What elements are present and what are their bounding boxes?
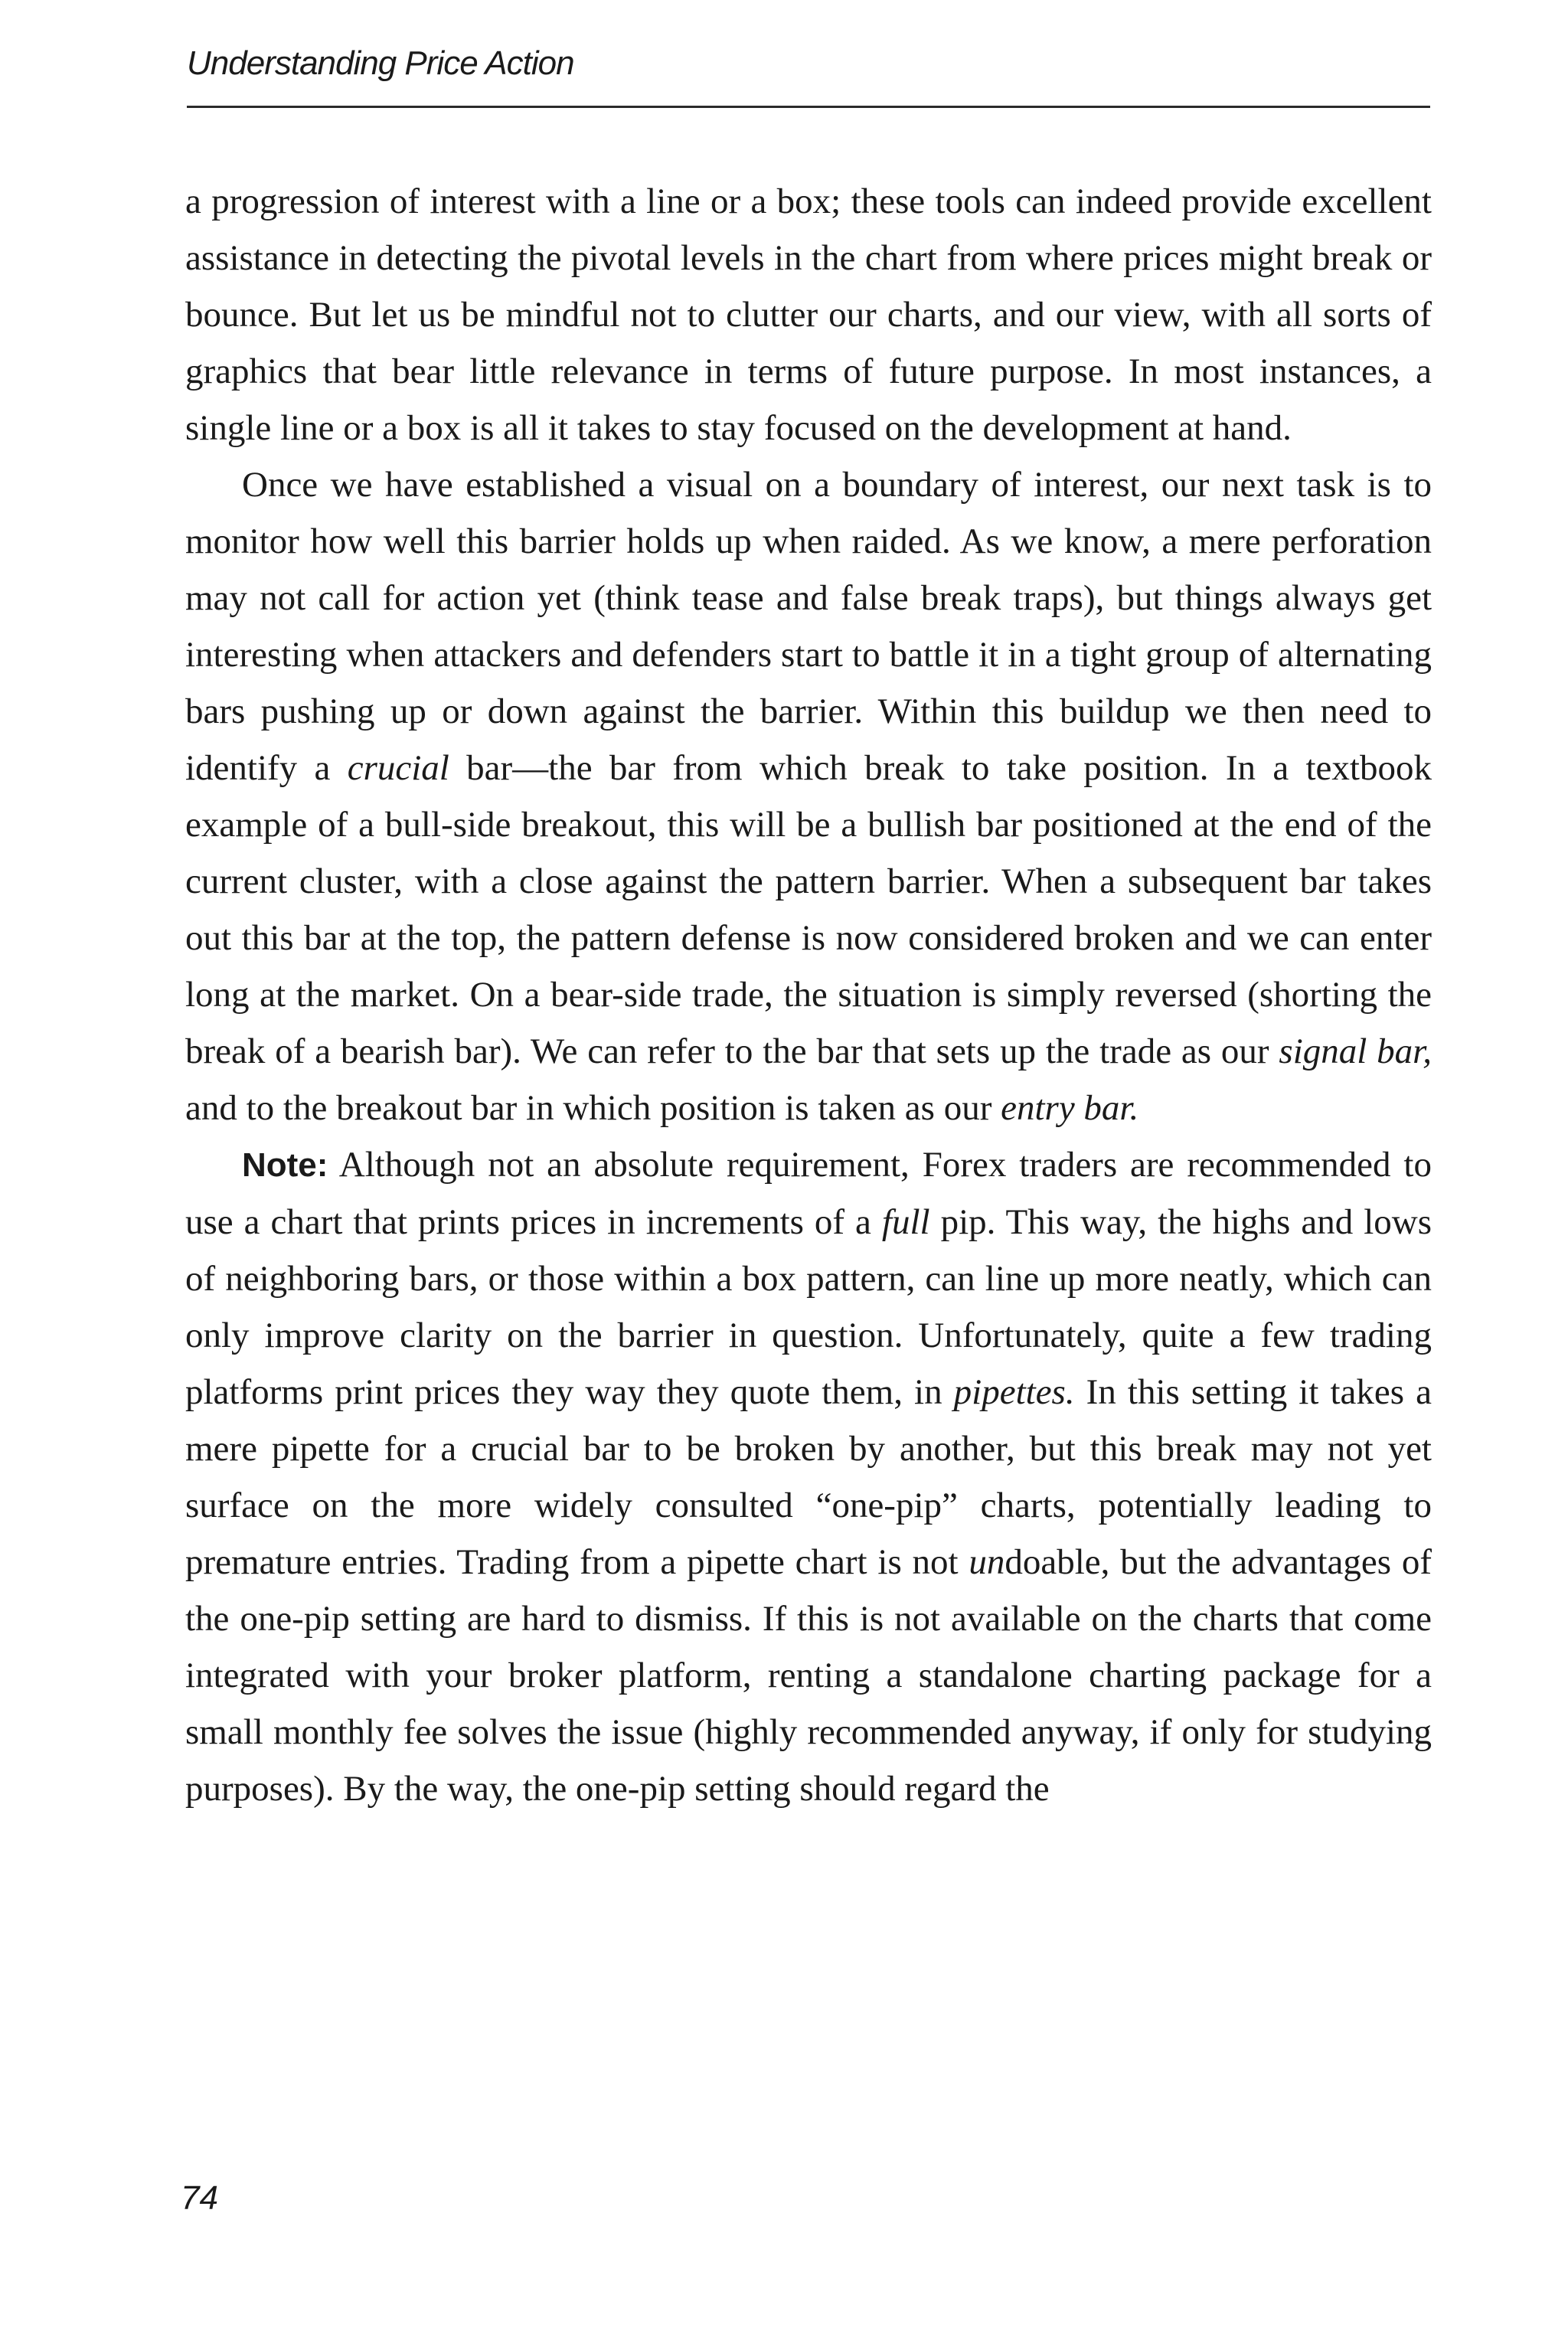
body-text [185,173,1432,1817]
paragraph-2-part-a: Once we have established a visual on a boundary of interest, our next task is to monitor how well this barrier holds up when raided. As we know, a mere perforation may not call for action yet (think tease and false break traps), but things always get interesting when attackers and defenders start to battle it in a tight group of alternating bars pushing up or down against the barrier. Within this buildup we then need to identify a [185,465,1432,788]
paragraph-3-part-d: doable, but the advantages of the one-pip setting are hard to dismiss. If this is not available on the charts that come integrated with your broker platform, renting a standalone charting package for a small monthly fee solves the issue (highly recommended anyway, if only for studying purposes). By the way, the one-pip setting should regard the [185,1542,1432,1809]
note-label: Note: [242,1146,328,1184]
paragraph-3-part-b: pip. This way, the highs and lows of neighboring bars, or those within a box pattern, can line up more neatly, which can only improve clarity on the barrier in question. Unfortunately, quite a few trading platforms print prices they way they quote them, in [185,1202,1432,1412]
emphasis-un: un [969,1542,1005,1582]
paragraph-1: a progression of interest with a line or a box; these tools can indeed provide excellent assistance in detecting the pivotal levels in the chart from where prices might break or bounce. But let us be mindful not to clutter our charts, and our view, with all sorts of graphics that bear little relevance in terms of future purpose. In most instances, a single line or a box is all it takes to stay focused on the development at hand. [185,181,1432,448]
paragraph-2-part-c: and to the breakout bar in which position is taken as our [185,1088,1001,1128]
paragraph-3-part-c: In this setting it takes a mere pipette for a crucial bar to be broken by another, but this break may not yet surface on the more widely consulted “one-pip” charts, potentially leading to premature entries. Trading from a pipette chart is not [185,1372,1432,1582]
page-number: 74 [181,2179,218,2217]
paragraph-2-part-b: bar—the bar from which break to take position. In a textbook example of a bull-side breakout, this will be a bullish bar positioned at the end of the current cluster, with a close against the pattern barrier. When a subsequent bar takes out this bar at the top, the pattern defense is now considered broken and we can enter long at the market. On a bear-side trade, the situation is simply reversed (shorting the break of a bearish bar). We can refer to the bar that sets up the trade as our [185,748,1432,1071]
emphasis-crucial: crucial [347,748,449,788]
paragraph-3-part-a: Although not an absolute requirement, Forex traders are recommended to use a chart that prints prices in increments of a [185,1145,1432,1242]
emphasis-pipettes: pipettes. [953,1372,1075,1412]
running-head-title: Understanding Price Action [187,44,574,82]
emphasis-full: full [881,1202,930,1242]
paragraph-3-note [185,1136,1432,1817]
paragraph-2 [185,456,1432,1136]
emphasis-entry-bar: entry bar. [1001,1088,1139,1128]
header-rule [187,106,1430,108]
emphasis-signal-bar: signal bar, [1279,1031,1432,1071]
